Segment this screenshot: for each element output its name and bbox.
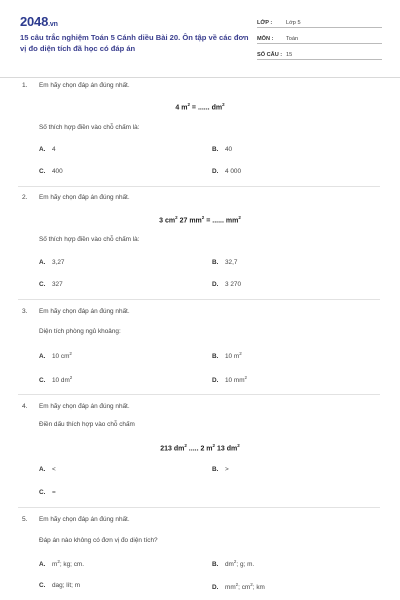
- expr-sup: 2: [222, 102, 225, 107]
- logo-suffix: .vn: [48, 21, 58, 28]
- expr-part: 3 cm: [159, 217, 176, 225]
- question-subprompt: Diện tích phòng ngủ khoảng:: [39, 328, 121, 335]
- meta-row-count: [257, 46, 382, 60]
- option-sup: 2: [233, 559, 237, 564]
- meta-row-class: [257, 14, 382, 28]
- answer-option-d[interactable]: [212, 168, 241, 175]
- option-key: A.: [39, 466, 46, 473]
- option-text: dag; lít; m: [52, 582, 81, 589]
- option-sup: 2: [57, 559, 60, 564]
- answer-option-a[interactable]: [39, 559, 84, 568]
- option-sup: 2: [250, 582, 253, 587]
- option-key: A.: [39, 146, 46, 153]
- option-text: 3 270: [225, 281, 241, 288]
- answer-option-c[interactable]: [39, 489, 56, 496]
- option-text: dm: [225, 561, 234, 569]
- option-text: mm: [225, 584, 236, 592]
- site-logo[interactable]: [20, 14, 58, 29]
- answer-option-b[interactable]: [212, 559, 254, 568]
- question-subprompt: Điền dấu thích hợp vào chỗ chấm: [39, 421, 135, 428]
- option-text-after: ; kg; cm.: [59, 561, 84, 569]
- header-divider: [0, 77, 400, 78]
- option-text: 32,7: [225, 259, 238, 266]
- expr-sup: 2: [184, 443, 187, 448]
- answer-option-a[interactable]: [39, 466, 56, 473]
- option-sup: 2: [69, 351, 72, 356]
- expr-part: 213 dm: [160, 445, 185, 453]
- answer-option-b[interactable]: [212, 351, 242, 360]
- meta-label: LỚP :: [257, 20, 273, 26]
- question-number: 5.: [22, 516, 28, 523]
- document-title: 15 câu trắc nghiệm Toán 5 Cánh diều Bài 20. Ôn tập về các đơn vị đo diện tích đã học có đáp án: [20, 33, 249, 53]
- question-divider: [18, 299, 380, 300]
- expr-part: = ...... dm: [189, 104, 223, 112]
- option-key: C.: [39, 168, 46, 175]
- expr-part: ..... 2 m: [186, 445, 213, 453]
- option-text: <: [52, 466, 56, 473]
- option-text: m: [52, 561, 58, 569]
- answer-option-a[interactable]: [39, 259, 64, 266]
- answer-option-a[interactable]: [39, 146, 56, 153]
- expr-sup: 2: [201, 215, 205, 220]
- option-key: A.: [39, 353, 46, 361]
- option-text: 3,27: [52, 259, 65, 266]
- question-expression: [0, 102, 400, 111]
- answer-option-c[interactable]: [39, 168, 63, 175]
- option-sup: 2: [239, 351, 242, 356]
- question-expression: [0, 443, 400, 452]
- question-divider: [18, 507, 380, 508]
- expr-sup: 2: [187, 102, 190, 107]
- option-text-after: ; km: [252, 584, 265, 592]
- option-text: 327: [52, 281, 63, 288]
- option-key: B.: [212, 561, 219, 569]
- option-key: D.: [212, 281, 219, 288]
- expr-sup: 2: [238, 215, 241, 220]
- option-text-after: ; cm: [238, 584, 251, 592]
- question-prompt: Em hãy chọn đáp án đúng nhất.: [39, 308, 130, 315]
- expr-part: 13 dm: [215, 445, 238, 453]
- answer-option-d[interactable]: [212, 582, 265, 591]
- option-text: 400: [52, 168, 63, 175]
- expr-part: 4 m: [175, 104, 188, 112]
- question-divider: [18, 186, 380, 187]
- option-key: C.: [39, 377, 46, 385]
- question-prompt: Em hãy chọn đáp án đúng nhất.: [39, 194, 130, 201]
- answer-option-b[interactable]: [212, 259, 237, 266]
- option-text: 10 m: [225, 353, 240, 361]
- meta-panel: [257, 14, 382, 62]
- answer-option-c[interactable]: [39, 281, 63, 288]
- question-number: 3.: [22, 308, 28, 315]
- question-subprompt: Số thích hợp điền vào chỗ chấm là:: [39, 236, 140, 243]
- option-text: 10 cm: [52, 353, 70, 361]
- option-key: B.: [212, 353, 219, 361]
- question-expression: [0, 215, 400, 224]
- meta-row-subject: [257, 30, 382, 44]
- option-key: A.: [39, 259, 46, 266]
- option-text-after: ; g; m.: [236, 561, 255, 569]
- answer-option-c[interactable]: [39, 582, 80, 589]
- question-prompt: Em hãy chọn đáp án đúng nhất.: [39, 403, 130, 410]
- option-key: B.: [212, 259, 219, 266]
- option-key: C.: [39, 281, 46, 288]
- expr-part: 27 mm: [177, 217, 202, 225]
- answer-option-d[interactable]: [212, 375, 247, 384]
- meta-value: Lớp 5: [286, 20, 301, 26]
- option-key: D.: [212, 584, 219, 592]
- option-key: B.: [212, 466, 219, 473]
- option-sup: 2: [235, 582, 239, 587]
- answer-option-a[interactable]: [39, 351, 72, 360]
- option-text: 40: [225, 146, 233, 153]
- option-text: 10 dm: [52, 377, 70, 385]
- answer-option-b[interactable]: [212, 466, 229, 473]
- question-prompt: Em hãy chọn đáp án đúng nhất.: [39, 82, 130, 89]
- answer-option-b[interactable]: [212, 146, 232, 153]
- option-text: =: [52, 489, 56, 496]
- question-subprompt: Đáp án nào không có đơn vị đo diện tích?: [39, 537, 158, 544]
- question-number: 2.: [22, 194, 28, 201]
- meta-label: SỐ CÂU :: [257, 52, 283, 58]
- question-subprompt: Số thích hợp điền vào chỗ chấm là:: [39, 124, 140, 131]
- option-key: B.: [212, 146, 219, 153]
- meta-label: MÔN :: [257, 36, 274, 42]
- expr-sup: 2: [212, 443, 216, 448]
- option-sup: 2: [244, 375, 248, 380]
- option-key: D.: [212, 377, 219, 385]
- question-divider: [18, 394, 380, 395]
- meta-value: 15: [286, 52, 293, 58]
- option-text: 10 mm: [225, 377, 245, 385]
- option-sup: 2: [69, 375, 73, 380]
- option-key: D.: [212, 168, 219, 175]
- question-prompt: Em hãy chọn đáp án đúng nhất.: [39, 516, 130, 523]
- option-key: C.: [39, 489, 46, 496]
- meta-value: Toán: [286, 36, 299, 42]
- option-key: A.: [39, 561, 46, 569]
- question-number: 1.: [22, 82, 28, 89]
- logo-text: 2048: [20, 14, 49, 29]
- option-text: 4 000: [225, 168, 241, 175]
- option-text: 4: [52, 146, 56, 153]
- answer-option-d[interactable]: [212, 281, 241, 288]
- option-text: >: [225, 466, 229, 473]
- option-key: C.: [39, 582, 46, 589]
- expr-sup: 2: [175, 215, 178, 220]
- expr-part: = ...... mm: [204, 217, 239, 225]
- answer-option-c[interactable]: [39, 375, 72, 384]
- expr-sup: 2: [237, 443, 240, 448]
- question-number: 4.: [22, 403, 28, 410]
